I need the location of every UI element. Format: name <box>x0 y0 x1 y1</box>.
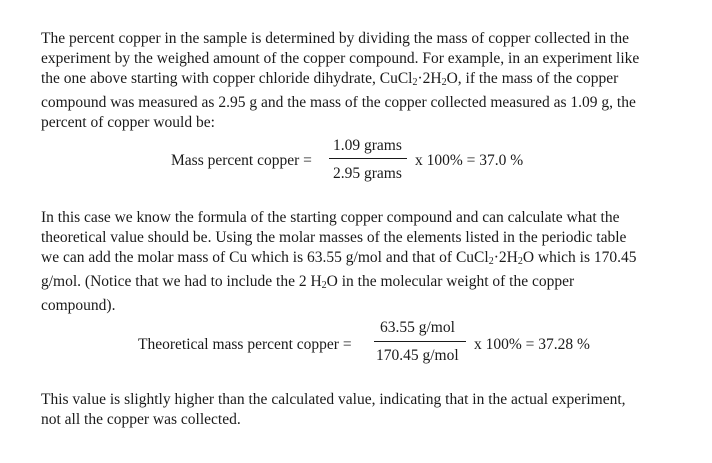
paragraph-theoretical <box>41 208 681 316</box>
equation-label: Theoretical mass percent copper = <box>138 336 352 353</box>
paragraph-conclusion-line-1: This value is slightly higher than the calculated value, indicating that in the actual experiment, <box>41 391 626 408</box>
equation-numerator: 63.55 g/mol <box>380 319 455 336</box>
text-segment: g/mol. (Notice that we had to include the 2 H <box>41 273 322 290</box>
paragraph-theoretical-line-3 <box>41 248 681 272</box>
equation-numerator: 1.09 grams <box>333 137 402 154</box>
fraction-line <box>374 341 466 342</box>
equation-label: Mass percent copper = <box>171 152 312 169</box>
subscript: 2 <box>441 77 447 88</box>
fraction-line <box>329 158 407 159</box>
text-segment: the one above starting with copper chloride dihydrate, CuCl <box>41 70 413 87</box>
paragraph-theoretical-line-2: theoretical value should be. Using the molar masses of the elements listed in the periodic table <box>41 229 627 246</box>
text-segment: ·2H <box>417 70 442 87</box>
paragraph-theoretical-line-1: In this case we know the formula of the starting copper compound and can calculate what the <box>41 209 620 226</box>
paragraph-intro-line-4: compound was measured as 2.95 g and the mass of the copper collected measured as 1.09 g, the <box>41 94 636 111</box>
paragraph-conclusion-line-2: not all the copper was collected. <box>41 411 241 428</box>
paragraph-intro-line-1: The percent copper in the sample is determined by dividing the mass of copper collected in the <box>41 30 629 47</box>
paragraph-conclusion <box>41 390 681 430</box>
subscript: 2 <box>488 256 494 267</box>
paragraph-intro-line-2: experiment by the weighed amount of the copper compound. For example, in an experiment like <box>41 50 640 67</box>
text-segment: ·2H <box>493 249 518 266</box>
subscript: 2 <box>517 256 523 267</box>
text-segment: we can add the molar mass of Cu which is 63.55 g/mol and that of CuCl <box>41 249 489 266</box>
equation-result: x 100% = 37.28 % <box>474 336 590 353</box>
subscript: 2 <box>321 280 327 291</box>
equation-denominator: 2.95 grams <box>333 165 402 182</box>
equation-result: x 100% = 37.0 % <box>415 152 524 169</box>
text-segment: O in the molecular weight of the copper <box>326 273 575 290</box>
paragraph-theoretical-line-4 <box>41 272 681 296</box>
subscript: 2 <box>412 77 418 88</box>
text-segment: O, if the mass of the copper <box>446 70 619 87</box>
equation-denominator: 170.45 g/mol <box>376 347 459 364</box>
paragraph-intro <box>41 29 681 133</box>
paragraph-intro-line-3 <box>41 69 681 93</box>
paragraph-intro-line-5: percent of copper would be: <box>41 114 215 131</box>
text-segment: O which is 170.45 <box>522 249 637 266</box>
paragraph-theoretical-line-5: compound). <box>41 297 116 314</box>
